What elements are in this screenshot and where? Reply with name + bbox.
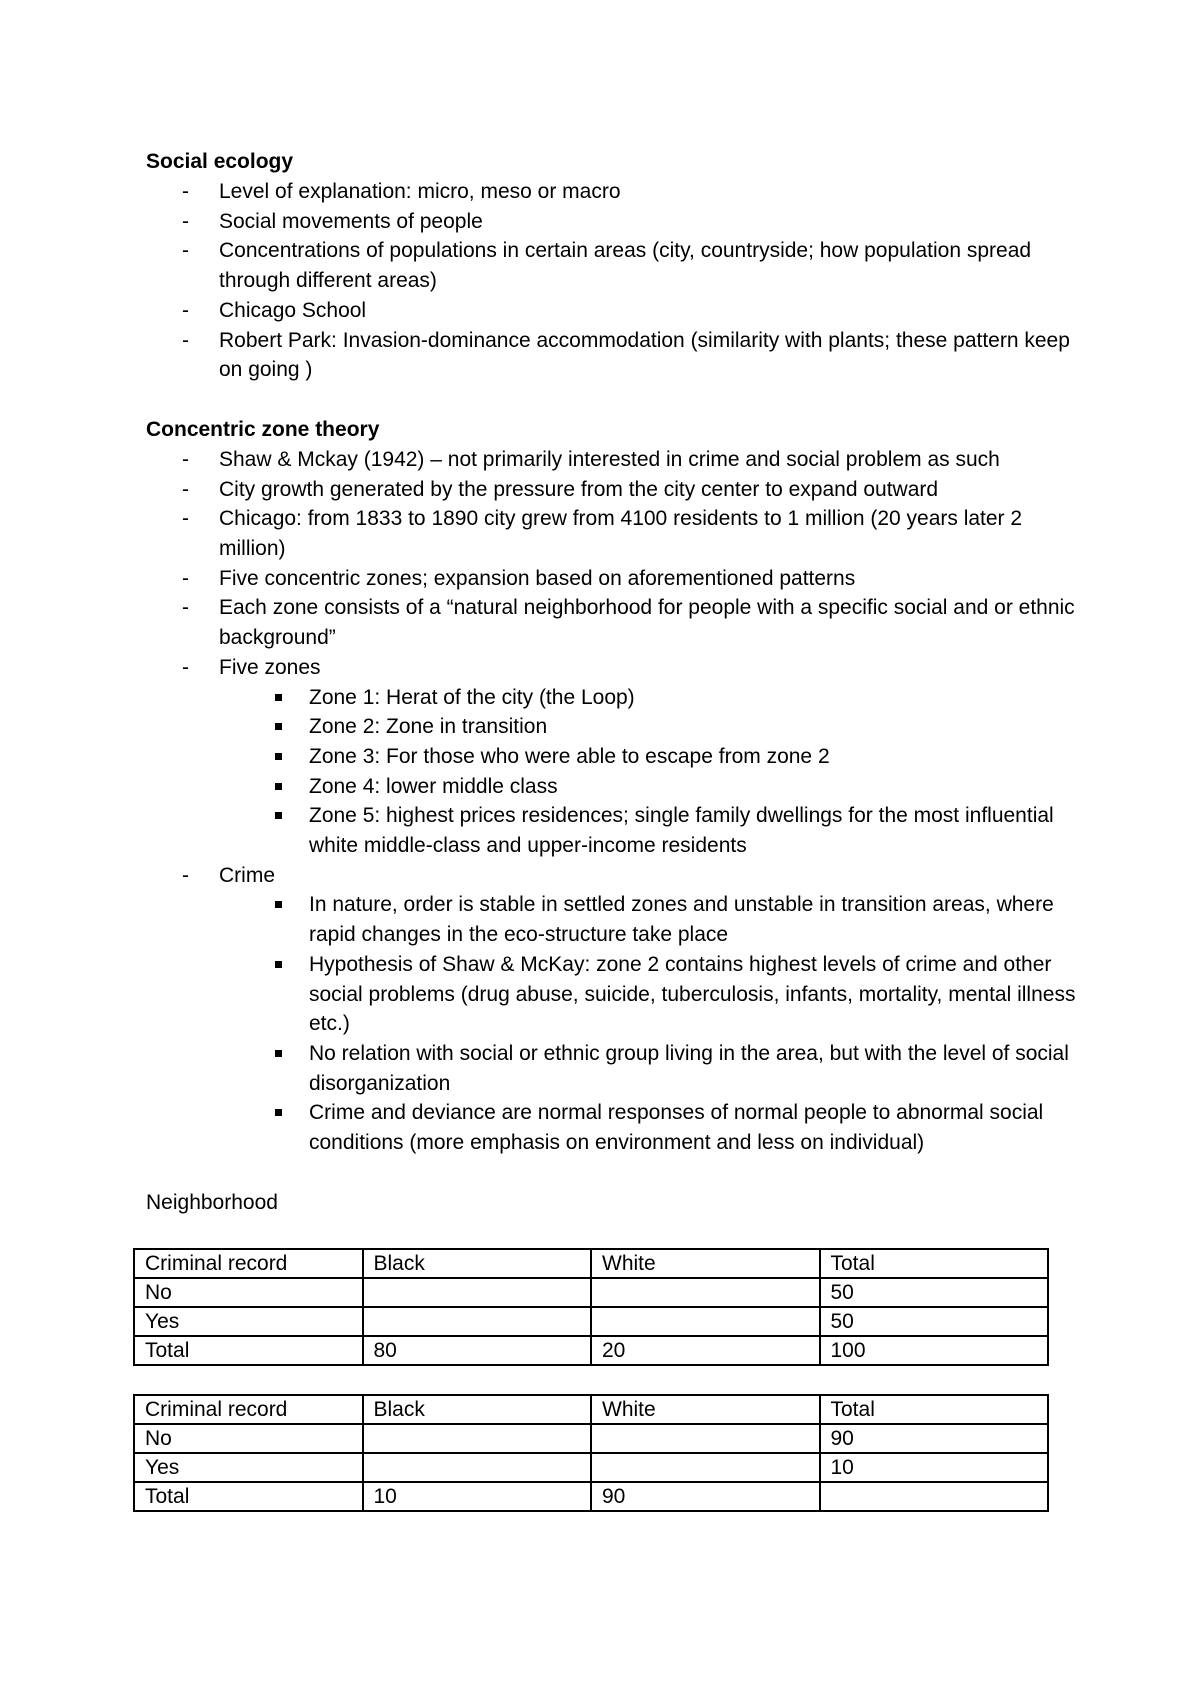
table-cell (363, 1307, 592, 1336)
document-body (146, 147, 1086, 1512)
dash-marker: - (182, 507, 189, 531)
table-header-cell: Black (363, 1249, 592, 1278)
list-item: - Each zone consists of a “natural neighborhood for people with a specific social and or ethnic background” (146, 593, 1086, 652)
table-cell: No (134, 1278, 363, 1307)
table-cell (591, 1424, 820, 1453)
spacer (146, 1218, 1086, 1248)
sub-list-item: Zone 2: Zone in transition (146, 712, 1086, 742)
crime-list (219, 890, 1086, 1157)
table-cell (363, 1453, 592, 1482)
table-row (134, 1307, 1048, 1336)
sub-list-item: Hypothesis of Shaw & McKay: zone 2 contains highest levels of crime and other social problems (drug abuse, suicide, tuberculosis, infants, mortality, mental illness etc.) (146, 950, 1086, 1039)
table-header-cell: White (591, 1249, 820, 1278)
sub-list-item: Zone 4: lower middle class (146, 772, 1086, 802)
list-item: - Concentrations of populations in certain areas (city, countryside; how population spread through different areas) (146, 236, 1086, 295)
table-cell (820, 1482, 1049, 1511)
square-bullet-icon (275, 1109, 282, 1116)
list-item: - Level of explanation: micro, meso or macro (146, 177, 1086, 207)
table-cell (591, 1307, 820, 1336)
square-bullet-icon (275, 901, 282, 908)
list-item: - Chicago School (146, 296, 1086, 326)
square-bullet-icon (275, 812, 282, 819)
square-bullet-icon (275, 694, 282, 701)
table-header-cell: Total (820, 1395, 1049, 1424)
table-row (134, 1482, 1048, 1511)
square-bullet-icon (275, 783, 282, 790)
square-bullet-icon (275, 753, 282, 760)
table-cell: 90 (820, 1424, 1049, 1453)
sub-list-item: Zone 1: Herat of the city (the Loop) (146, 683, 1086, 713)
heading-social-ecology: Social ecology (146, 150, 294, 173)
table-header-cell: Criminal record (134, 1395, 363, 1424)
list-item: - Chicago: from 1833 to 1890 city grew from 4100 residents to 1 million (20 years later 2 million) (146, 504, 1086, 563)
table-row (134, 1424, 1048, 1453)
dash-marker: - (182, 566, 189, 590)
sub-list-item: Zone 5: highest prices residences; single family dwellings for the most influential white middle-class and upper-income residents (146, 801, 1086, 860)
table-cell: Yes (134, 1307, 363, 1336)
table-header-cell: Criminal record (134, 1249, 363, 1278)
square-bullet-icon (275, 961, 282, 968)
table-row (134, 1336, 1048, 1365)
dash-marker: - (182, 863, 189, 887)
list-item-five-zones: - Five zones Zone 1: Herat of the city (the Loop) Zone 2: Zone in transition Zone 3: For those who were able to escape from zone 2 Zone 4: lower middle class Zone 5: highest prices residences; single family dwellings for the most influential white middle-class and upper-income residents (146, 653, 1086, 861)
table-neighborhood-1 (133, 1248, 1049, 1366)
dash-marker: - (182, 447, 189, 471)
table-cell: 20 (591, 1336, 820, 1365)
sub-list-item: In nature, order is stable in settled zones and unstable in transition areas, where rapid changes in the eco-structure take place (146, 890, 1086, 949)
dash-marker: - (182, 209, 189, 233)
table-cell: Yes (134, 1453, 363, 1482)
table-cell: Total (134, 1336, 363, 1365)
table-cell: 90 (591, 1482, 820, 1511)
table-cell (363, 1424, 592, 1453)
heading-neighborhood: Neighborhood (146, 1190, 278, 1214)
list-item: - Five concentric zones; expansion based on aforementioned patterns (146, 564, 1086, 594)
table-cell: 80 (363, 1336, 592, 1365)
dash-marker: - (182, 298, 189, 322)
sub-list-item: Zone 3: For those who were able to escape from zone 2 (146, 742, 1086, 772)
table-cell: Total (134, 1482, 363, 1511)
square-bullet-icon (275, 1050, 282, 1057)
list-item: - City growth generated by the pressure from the city center to expand outward (146, 475, 1086, 505)
heading-concentric-zone-theory: Concentric zone theory (146, 417, 380, 441)
dash-marker: - (182, 477, 189, 501)
table-cell (591, 1278, 820, 1307)
table-header-cell: Black (363, 1395, 592, 1424)
table-row (134, 1453, 1048, 1482)
table-cell: 10 (820, 1453, 1049, 1482)
table-cell: 50 (820, 1278, 1049, 1307)
list-item: - Robert Park: Invasion-dominance accommodation (similarity with plants; these pattern keep on going ) (146, 326, 1086, 385)
spacer (146, 385, 1086, 415)
list-item: - Social movements of people (146, 207, 1086, 237)
dash-marker: - (182, 655, 189, 679)
table-cell: 50 (820, 1307, 1049, 1336)
table-header-cell: Total (820, 1249, 1049, 1278)
table-cell (591, 1453, 820, 1482)
sub-list-item: No relation with social or ethnic group living in the area, but with the level of social disorganization (146, 1039, 1086, 1098)
table-header-row (134, 1249, 1048, 1278)
social-ecology-list (146, 177, 1086, 385)
concentric-list (146, 445, 1086, 1158)
five-zones-list (219, 683, 1086, 861)
table-row (134, 1278, 1048, 1307)
dash-marker: - (182, 596, 189, 620)
table-cell: 100 (820, 1336, 1049, 1365)
table-header-row (134, 1395, 1048, 1424)
table-cell (363, 1278, 592, 1307)
dash-marker: - (182, 180, 189, 203)
spacer (146, 1158, 1086, 1188)
table-cell: No (134, 1424, 363, 1453)
table-cell: 10 (363, 1482, 592, 1511)
square-bullet-icon (275, 723, 282, 730)
table-header-cell: White (591, 1395, 820, 1424)
table-neighborhood-2 (133, 1394, 1049, 1512)
dash-marker: - (182, 328, 189, 352)
list-item-crime: - Crime In nature, order is stable in settled zones and unstable in transition areas, where rapid changes in the eco-structure take place Hypothesis of Shaw & McKay: zone 2 contains highest levels of crime and other social problems (drug abuse, suicide, tuberculosis, infants, mortality, mental illness etc.) No relation with social or ethnic group living in the area, but with the level of social disorganization Crime and deviance are normal responses of normal people to abnormal social conditions (more emphasis on environment and less on individual) (146, 861, 1086, 1158)
list-item: - Shaw & Mckay (1942) – not primarily interested in crime and social problem as such (146, 445, 1086, 475)
spacer (146, 1366, 1086, 1394)
dash-marker: - (182, 239, 189, 263)
sub-list-item: Crime and deviance are normal responses of normal people to abnormal social conditions (more emphasis on environment and less on individual) (146, 1098, 1086, 1157)
